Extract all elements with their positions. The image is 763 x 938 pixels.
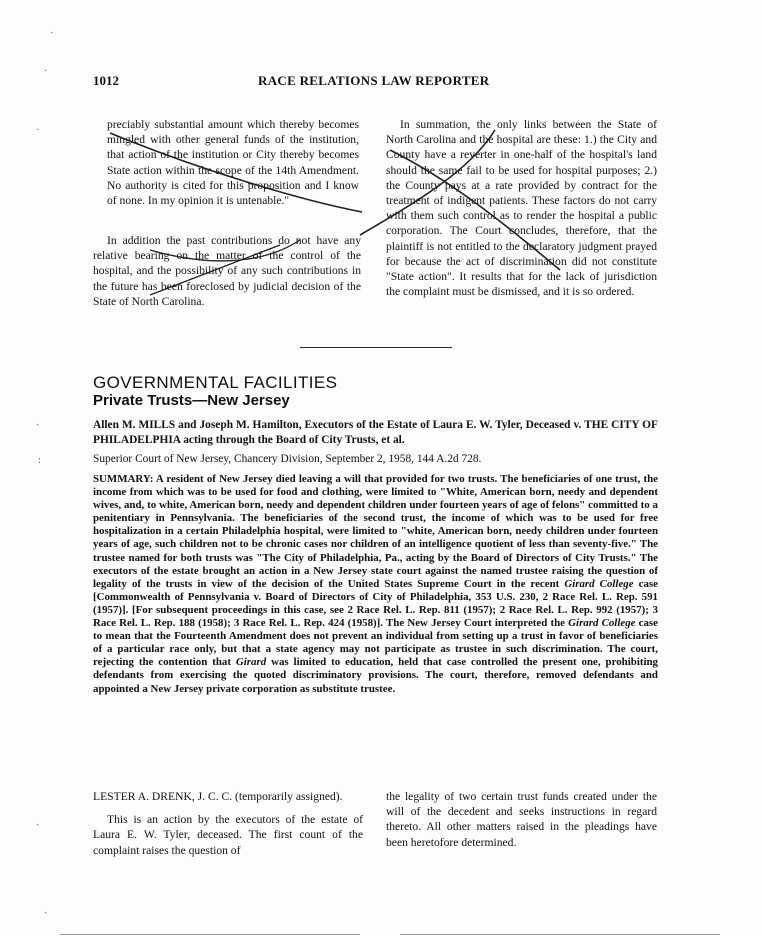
page-number: 1012 (93, 73, 119, 88)
scan-edge-line (60, 934, 360, 935)
contributions-paragraph: In addition the past contributions do not have any relative bearing on the matter of the control of the hospital, and the possibility of any such contributions in the future has been foreclosed by judicial decision of the State of North Carolina. (93, 234, 361, 308)
summation-paragraph: In summation, the only links between the State of North Carolina and the hospital are these: 1.) the City and County have a reverter in one-half of the hospital's land should the same fail to be used for hospital purposes; 2.) the County pays at a rate provided by contract for the treatment of indigent patients. These factors do not carry with them such control as to render the hospital a public corporation. The Court concludes, therefore, that the plaintiff is not entitled to the declaratory judgment prayed for because the act of discrimination did not constitute "State action". It results that for the lack of jurisdiction the complaint must be dismissed, and it is so ordered. (386, 118, 657, 299)
scan-speck: · (36, 420, 40, 431)
scan-speck: · (50, 28, 54, 39)
case-parties: Allen M. MILLS and Joseph M. Hamilton, Executors of the Estate of Laura E. W. Tyler, Deceased v. THE CITY OF PHILADELPHIA acting through the Board of City Trusts, et al. (93, 419, 658, 446)
case-summary (93, 473, 658, 696)
opinion-paragraph-continued: the legality of two certain trust funds created under the will of the decedent and seeks instructions in regard thereto. All other matters raised in the pleadings have been heretofore determined. (386, 790, 657, 849)
judge-line: LESTER A. DRENK, J. C. C. (temporarily assigned). (93, 790, 343, 803)
summary-text: case to mean that the Fourteenth Amendment does not prevent an individual from setting up a trust in favor of beneficiaries of a particular race only, but that a state agency may not participate as trustee in such discrimination. The court, rejecting the contention that (93, 617, 659, 669)
case-name-italic: Girard (235, 656, 267, 669)
scan-speck: · (44, 908, 48, 919)
summary-text: case [Commonwealth of Pennsylvania v. Board of Directors of City of Philadelphia, 353 U.S. 230, 2 Race Rel. L. Rep. 591 (1957)]. [For subsequent proceedings in this case, see 2 Race Rel. L. Rep. 811 (1957); 2 Race Rel. L. Rep. 992 (1957); 3 Race Rel. L. Rep. 188 (1958); 3 Race Rel. L. Rep. 424 (1958)]. The New Jersey Court interpreted the (93, 577, 658, 630)
scan-speck: · (36, 820, 40, 831)
court-citation: Superior Court of New Jersey, Chancery Division, September 2, 1958, 144 A.2d 728. (93, 453, 482, 465)
opinion-paragraph: This is an action by the executors of the estate of Laura E. W. Tyler, deceased. The first count of the complaint raises the question of (93, 813, 363, 857)
summary-text: SUMMARY: A resident of New Jersey died leaving a will that provided for two trusts. The beneficiaries of one trust, the income from which was to be used for food and clothing, were limited to "White, American born, needy and dependent wives, and, to white, American born, needy and dependent children under fourteen years of age of felons" committed to a penitentiary in Pennsylvania. The beneficiaries of the second trust, the income of which was to be used for free hospitalization in a certain Philadelphia hospital, were limited to "white, American born, needy children under fourteen years of age, such children not to be chronic cases nor children of an intelligence quotient of less than seventy-five." The trustee named for both trusts was "The City of Philadelphia, Pa., acting by the Board of Directors of City Trusts." The executors of the estate brought an action in a New Jersey state court against the named trustee raising the question of legality of the trusts in view of the decision of the United States Supreme Court in the recent (93, 473, 658, 590)
section-subtitle: Private Trusts—New Jersey (93, 392, 290, 409)
opinion-left-column (93, 789, 363, 864)
case-name-italic: Girard College (564, 577, 634, 590)
scan-edge-line (400, 934, 720, 935)
journal-title: RACE RELATIONS LAW REPORTER (258, 73, 490, 88)
section-divider (300, 347, 452, 348)
case-name-italic: Girard College (568, 617, 636, 630)
section-title: GOVERNMENTAL FACILITIES (93, 373, 338, 392)
quote-paragraph: preciably substantial amount which thereby becomes mingled with other general funds of the institution, that action of the institution or City thereby becomes State action within the scope of the 14th Amendment. No authority is cited for this proposition and I know of none. In my opinion it is untenable." (107, 118, 359, 208)
scan-speck: : (38, 455, 41, 466)
scan-speck: · (36, 125, 40, 136)
scan-speck: · (44, 66, 48, 77)
opinion-right-column (386, 789, 657, 856)
summary-text: was limited to education, held that case controlled the present one, prohibiting defendants from exercising the quoted discriminatory provisions. The court, therefore, removed defendants and appointed a New Jersey private corporation as substitute trustee. (93, 656, 658, 695)
